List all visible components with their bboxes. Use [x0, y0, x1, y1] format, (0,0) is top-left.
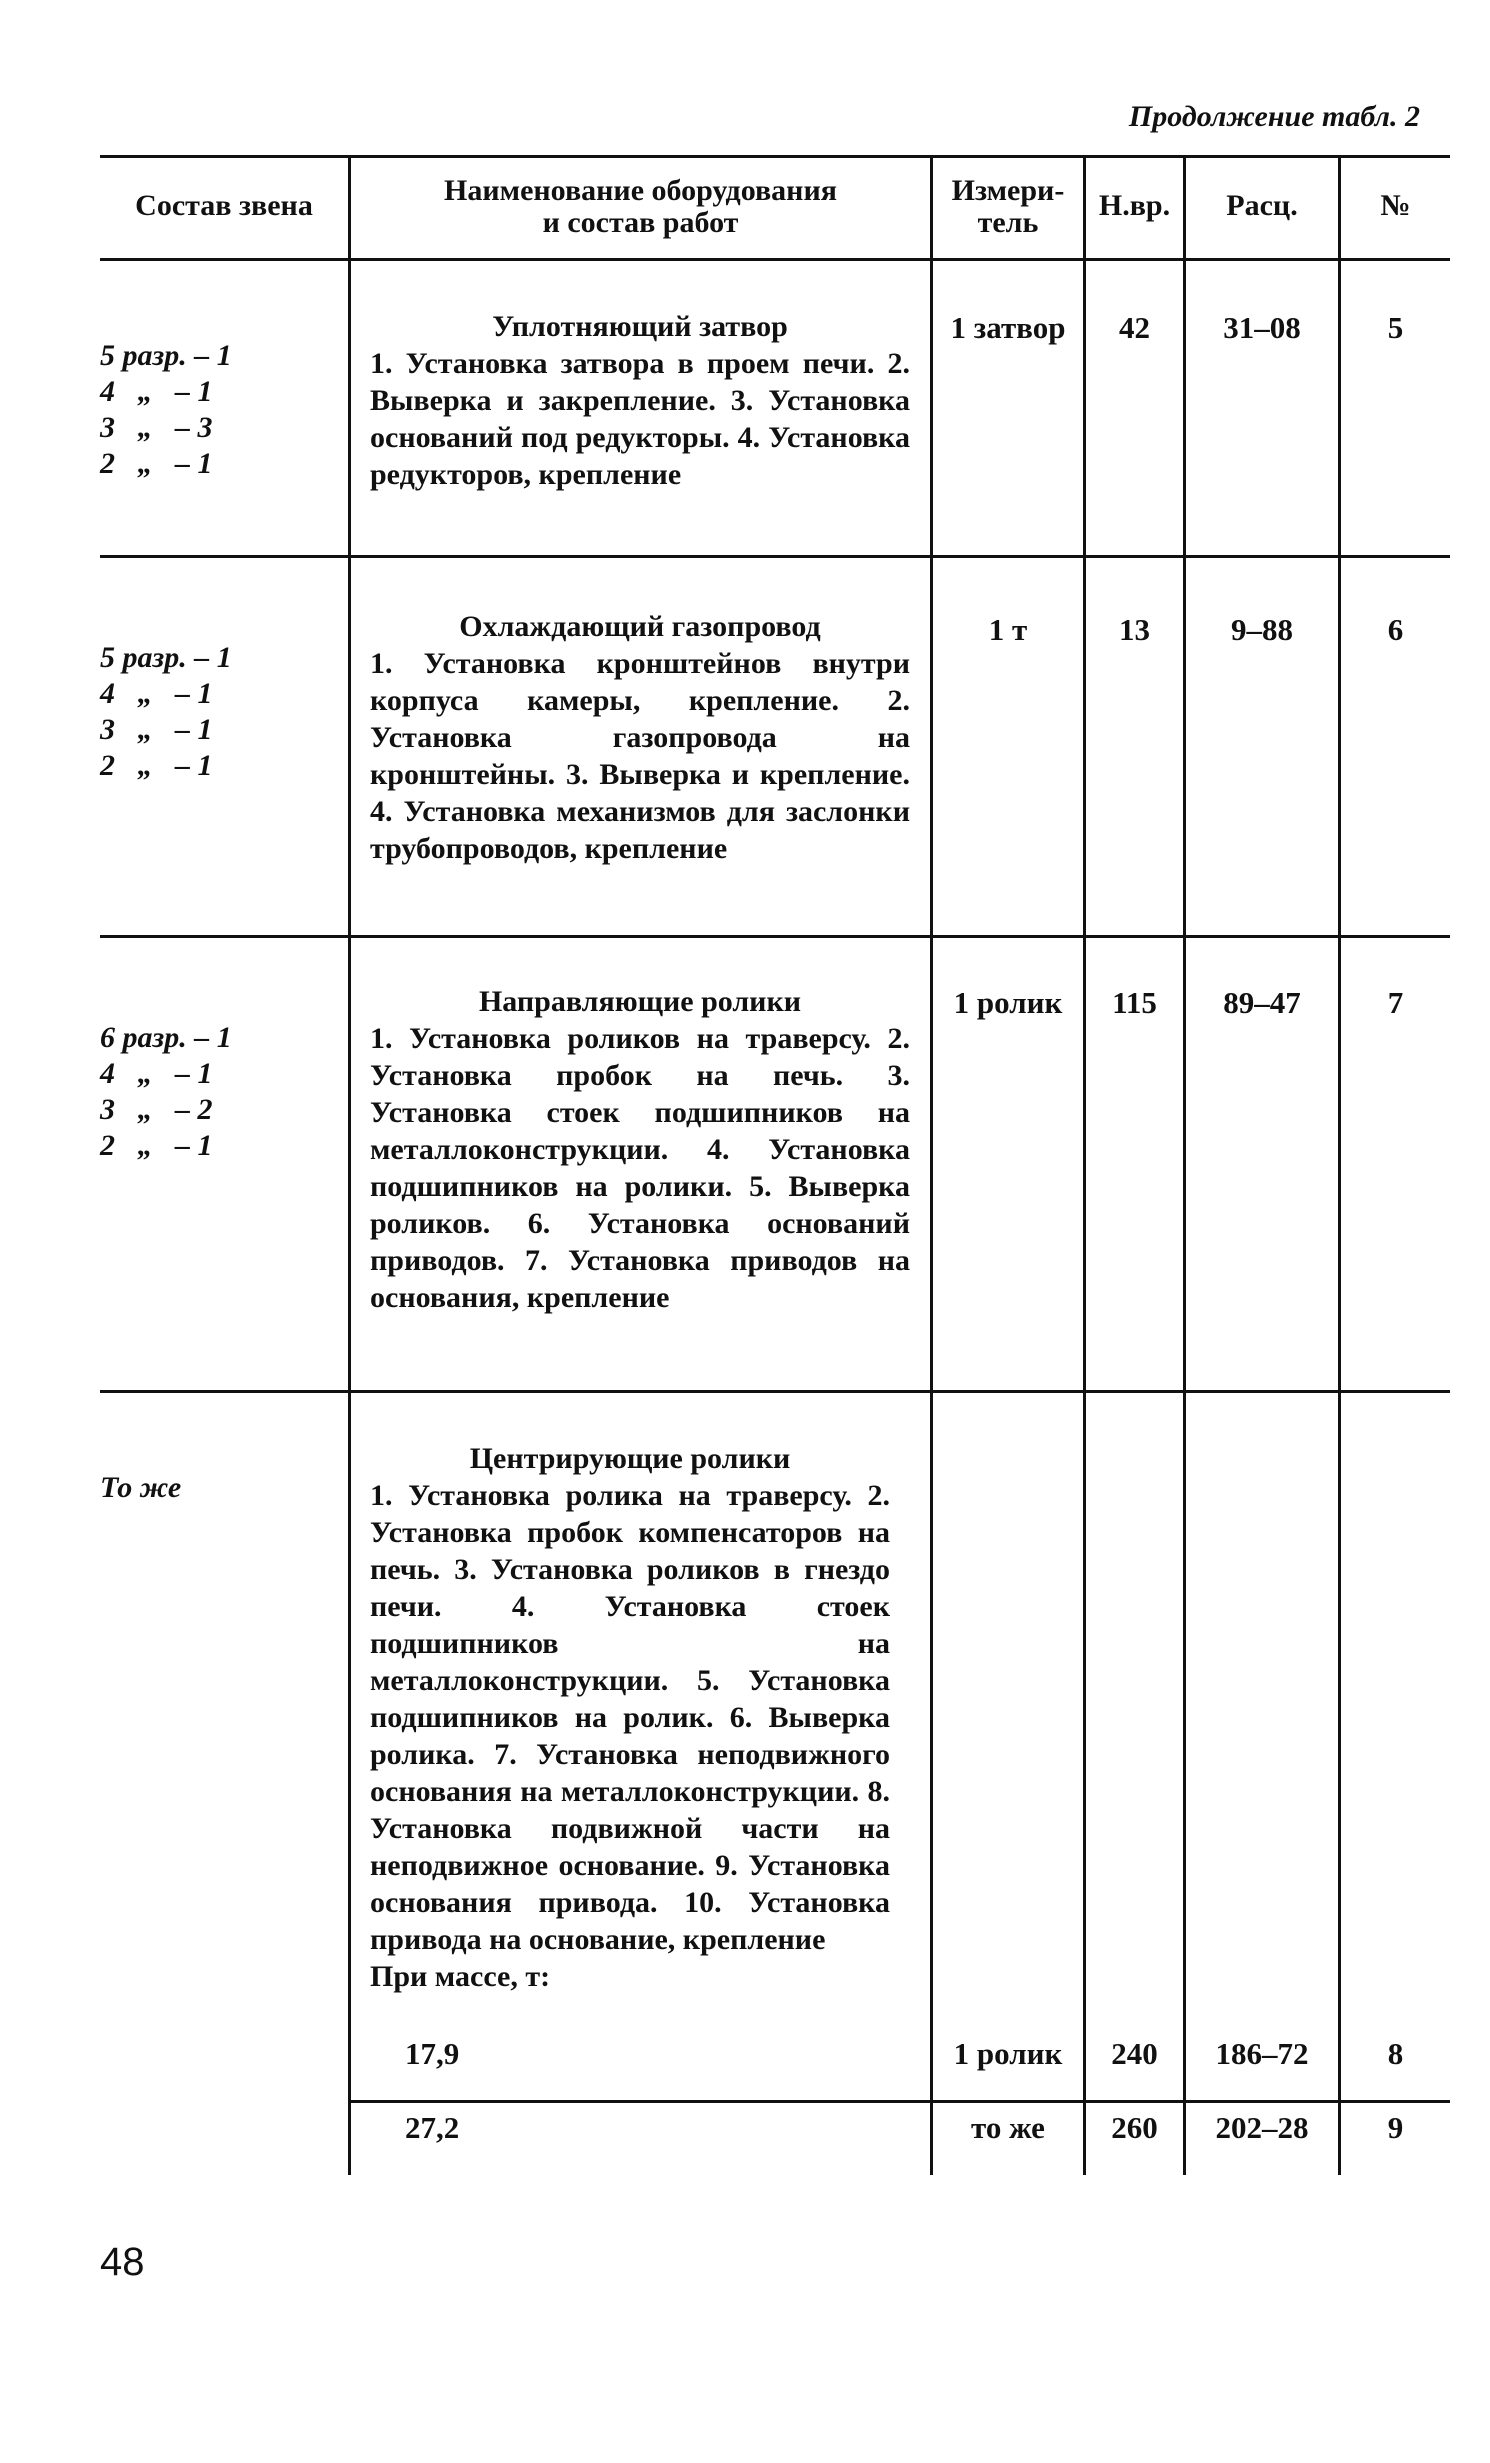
column-divider	[348, 155, 351, 2175]
crew-same-as-above: То же	[100, 1471, 182, 1504]
work-steps: 1. Установка роликов на траверсу. 2. Установка пробок на печь. 3. Установка стоек подшипников на металлоконструкции. 4. Установка подшипников на ролики. 5. Выверка роликов. 6. Установка оснований приводов. 7. Установка приводов на основания, крепление	[370, 1022, 910, 1314]
norm-cell: 115	[1112, 985, 1157, 1020]
unit-cell: 1 т	[988, 612, 1028, 647]
equipment-title: Охлаждающий газопровод	[459, 610, 821, 643]
number-cell: 8	[1387, 2036, 1404, 2071]
row-divider	[100, 1390, 1450, 1393]
unit-cell: 1 ролик	[953, 985, 1063, 1020]
norm-cell: 13	[1119, 612, 1150, 647]
work-description	[370, 308, 910, 493]
number-cell: 9	[1387, 2110, 1404, 2145]
header-norm: Н.вр.	[1098, 189, 1171, 222]
unit-cell: 1 ролик	[953, 2036, 1063, 2071]
unit-cell: 1 затвор	[950, 310, 1066, 345]
row-divider	[100, 555, 1450, 558]
table-continuation-caption: Продолжение табл. 2	[1128, 100, 1420, 133]
equipment-title: Направляющие ролики	[478, 985, 802, 1018]
mass-label: При массе, т:	[370, 1960, 551, 1993]
rate-cell: 9–88	[1231, 612, 1293, 647]
work-description	[370, 983, 910, 1316]
table-top-rule	[100, 155, 1450, 158]
crew-composition: 6 разр. – 1 4 „ – 1 3 „ – 2 2 „ – 1	[100, 1021, 232, 1162]
column-divider	[930, 155, 933, 2175]
column-divider	[1183, 155, 1186, 2175]
header-rate: Расц.	[1226, 189, 1298, 222]
header-crew: Состав звена	[135, 189, 313, 222]
header-bottom-rule	[100, 258, 1450, 261]
column-divider	[1083, 155, 1086, 2175]
unit-cell: то же	[971, 2110, 1045, 2145]
rate-cell: 89–47	[1223, 985, 1301, 1020]
mass-value: 27,2	[405, 2110, 460, 2145]
work-description	[370, 1440, 890, 1995]
row-divider	[100, 935, 1450, 938]
number-cell: 5	[1387, 310, 1404, 345]
mass-value: 17,9	[405, 2036, 460, 2071]
rate-cell: 186–72	[1215, 2036, 1309, 2071]
number-cell: 7	[1387, 985, 1404, 1020]
header-work: Наименование оборудования и состав работ	[444, 174, 837, 239]
header-number: №	[1380, 189, 1411, 222]
work-steps: 1. Установка ролика на траверсу. 2. Установка пробок компенсаторов на печь. 3. Установка роликов в гнездо печи. 4. Установка стоек подшипников на металлоконструкции. 5. Установка подшипников на ролик. 6. Выверка ролика. 7. Установка неподвижного основания на металлоконструкции. 8. Установка подвижной части на неподвижное основание. 9. Установка основания привода. 10. Установка привода на основание, крепление	[370, 1479, 890, 1956]
header-unit: Измери- тель	[951, 174, 1065, 239]
norm-cell: 240	[1111, 2036, 1158, 2071]
rate-cell: 31–08	[1223, 310, 1301, 345]
column-divider	[1338, 155, 1341, 2175]
rate-cell: 202–28	[1215, 2110, 1309, 2145]
work-steps: 1. Установка кронштейнов внутри корпуса камеры, крепление. 2. Установка газопровода на кронштейны. 3. Выверка и крепление. 4. Установка механизмов для заслонки трубопроводов, крепление	[370, 647, 910, 865]
work-description	[370, 608, 910, 867]
crew-composition: 5 разр. – 1 4 „ – 1 3 „ – 1 2 „ – 1	[100, 641, 232, 782]
norm-cell: 260	[1111, 2110, 1158, 2145]
norm-cell: 42	[1119, 310, 1150, 345]
subrow-divider	[348, 2100, 1450, 2103]
number-cell: 6	[1387, 612, 1404, 647]
crew-composition: 5 разр. – 1 4 „ – 1 3 „ – 3 2 „ – 1	[100, 339, 232, 480]
equipment-title: Уплотняющий затвор	[492, 310, 788, 343]
page-number: 48	[100, 2240, 145, 2284]
work-steps: 1. Установка затвора в проем печи. 2. Выверка и закрепление. 3. Установка оснований под редукторы. 4. Установка редукторов, крепление	[370, 347, 910, 491]
equipment-title: Центрирующие ролики	[469, 1442, 791, 1475]
